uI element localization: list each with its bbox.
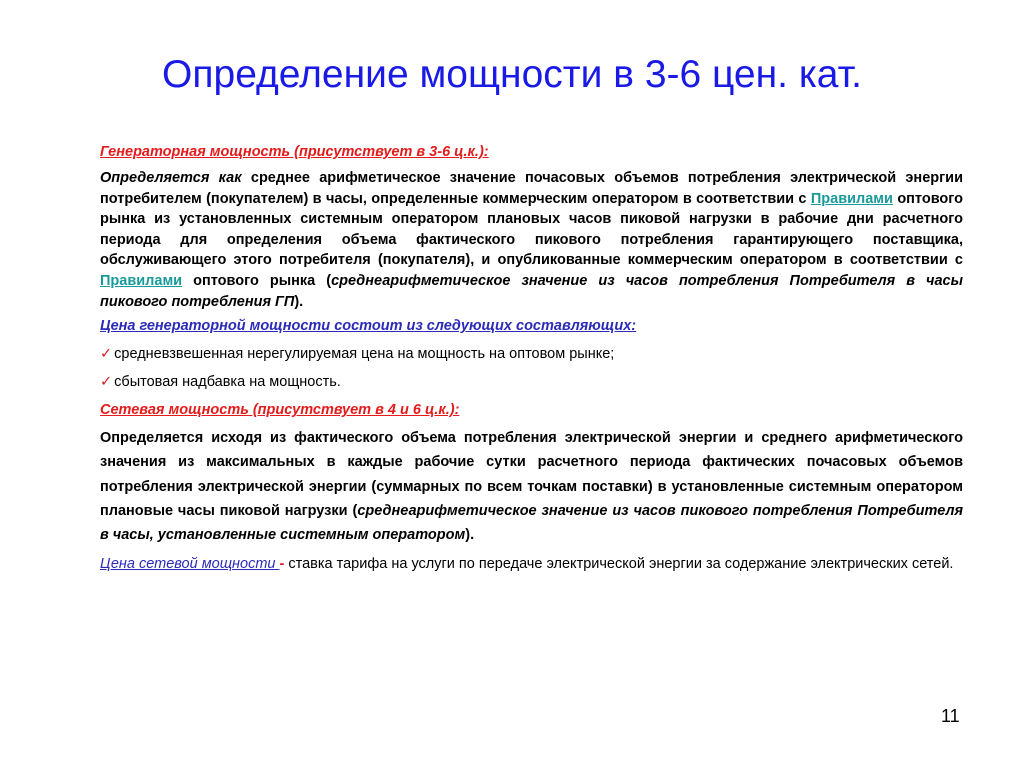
network-price-text: ставка тарифа на услуги по передаче электрической энергии за содержание электрических сетей. xyxy=(284,556,954,573)
network-price-label: Цена сетевой мощности xyxy=(100,556,280,573)
network-text-2: ). xyxy=(465,526,475,543)
network-power-header: Сетевая мощность (присутствует в 4 и 6 ц.к.): xyxy=(100,402,460,419)
bullet-text: сбытовая надбавка на мощность. xyxy=(114,374,341,391)
page-number: 11 xyxy=(941,706,960,726)
bullet-text: средневзвешенная нерегулируемая цена на мощность на оптовом рынке; xyxy=(114,346,615,363)
checkmark-icon: ✓ xyxy=(100,374,113,391)
network-price-dash: - xyxy=(279,556,285,573)
network-italic: среднеарифметическое значение из часов пикового потребления Потребителя в часы, установленные системным оператором xyxy=(100,502,964,543)
checkmark-icon: ✓ xyxy=(100,346,113,363)
network-text-1: Определяется исходя из фактического объема потребления электрической энергии и среднего арифметического значения из максимальных в каждые рабочие сутки расчетного периода фактических почасовых объемов потребления электрической энергии (суммарных по всем точкам поставки) в установленные системным оператором плановые часы пиковой нагрузки ( xyxy=(100,430,963,519)
slide-content xyxy=(100,142,963,577)
generator-power-header: Генераторная мощность (присутствует в 3-6 ц.к.): xyxy=(100,144,489,160)
definition-text-3: оптового рынка ( xyxy=(182,272,332,289)
definition-italic: среднеарифметическое значение из часов потребления Потребителя в часы пикового потребления ГП xyxy=(100,272,963,310)
generator-power-definition xyxy=(100,168,963,312)
definition-text-2: оптового рынка из установленных системным оператором плановых часов пиковой нагрузки в рабочие дни расчетного периода для определения объема фактического пикового потребления гарантирующего поставщика, обслуживающего этого потребителя (покупателя), и опубликованные коммерческим оператором в соответствии с xyxy=(100,190,963,269)
definition-text-1: среднее арифметическое значение почасовых объемов потребления электрической энергии потребителем (покупателем) в часы, определенные коммерческим оператором в соответствии с xyxy=(100,170,963,207)
rules-link-2[interactable]: Правилами xyxy=(100,272,183,289)
slide-title: Определение мощности в 3-6 цен. кат. xyxy=(162,53,862,96)
network-power-definition xyxy=(100,426,963,547)
rules-link-1[interactable]: Правилами xyxy=(810,190,893,207)
network-price-paragraph xyxy=(100,553,963,577)
bullet-item xyxy=(100,344,963,364)
definition-text-4: ). xyxy=(294,293,304,310)
generator-price-header: Цена генераторной мощности состоит из следующих составляющих: xyxy=(100,318,637,335)
bullet-item xyxy=(100,372,963,392)
definition-lead: Определяется как xyxy=(100,170,242,186)
